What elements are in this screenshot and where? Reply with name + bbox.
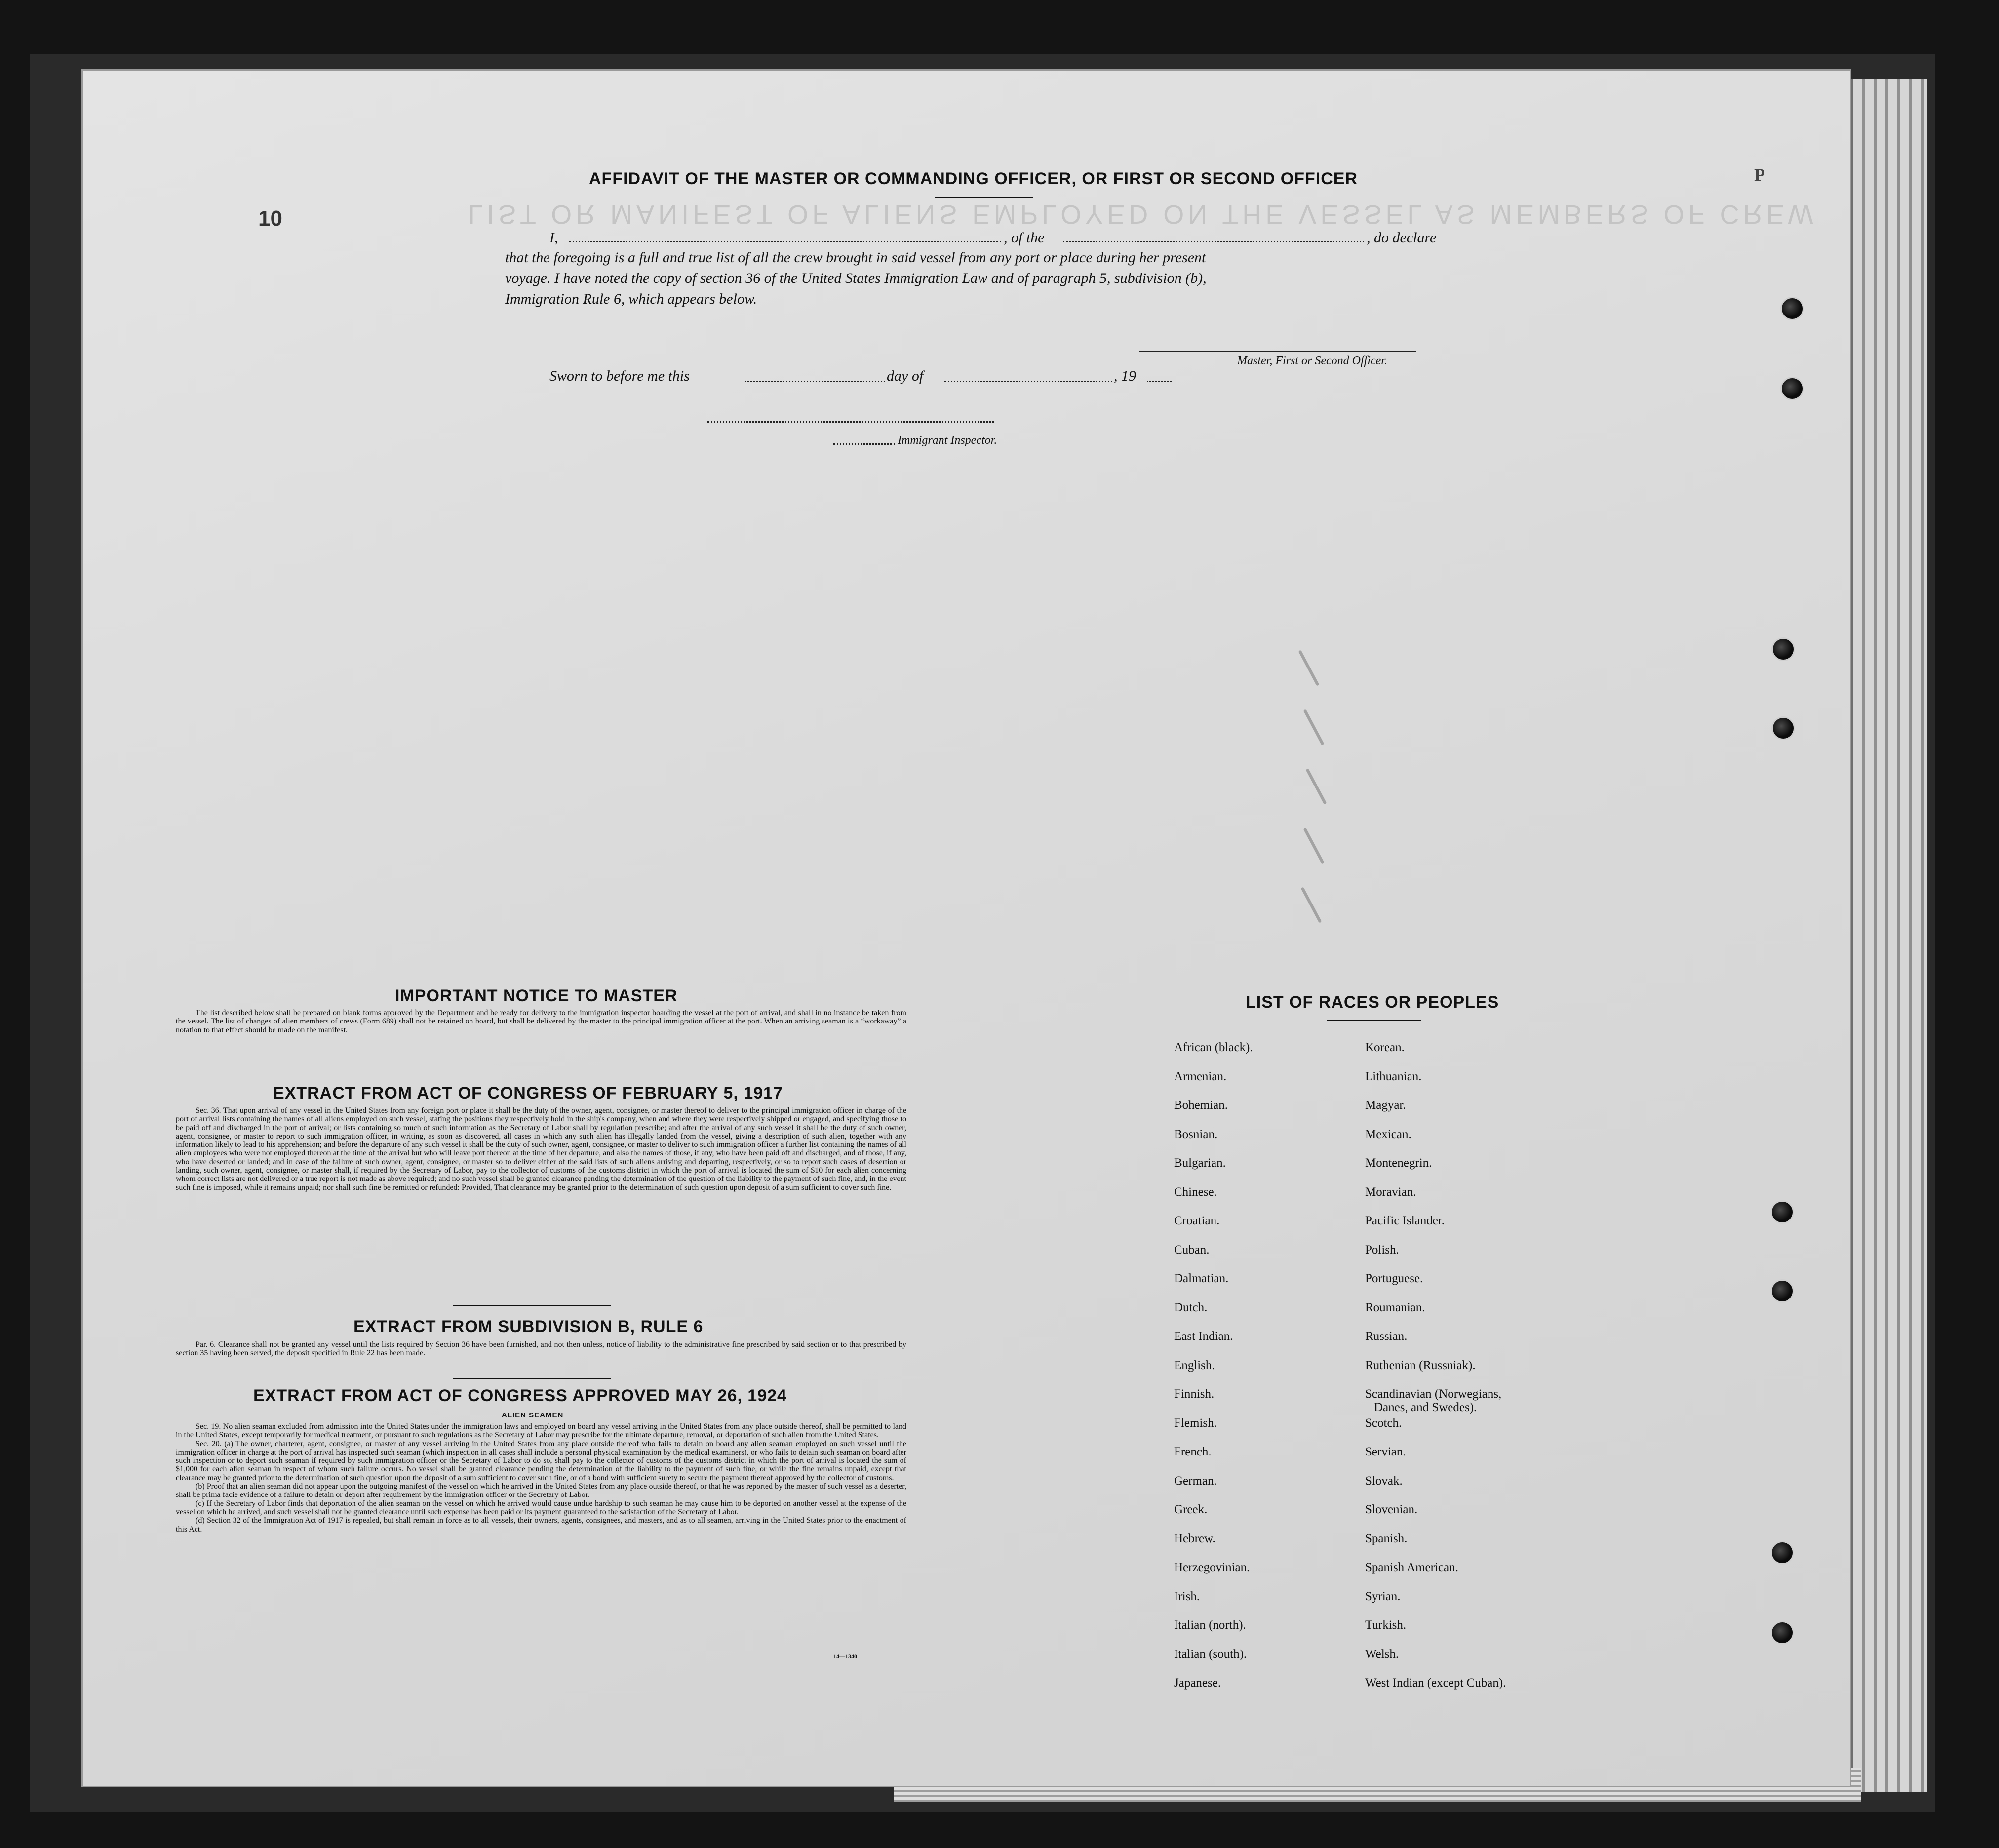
sec19-text: Sec. 19. No alien seaman excluded from admission into the United States under the immigration laws and employed on board any vessel arriving in the United States from any place outside thereof, shall be permitted to land in the United States, except temporarily for medical treatment, or pursuant to such regulations as the Secretary of Labor may prescribe for the ultimate departure, removal, or deportation of such alien from the United States. — [176, 1422, 906, 1440]
race-item: French. — [1174, 1445, 1212, 1458]
race-item: Bosnian. — [1174, 1128, 1218, 1141]
race-item-continuation: Danes, and Swedes). — [1374, 1401, 1477, 1414]
sec20a-text: Sec. 20. (a) The owner, charterer, agent, consignee, or master of any vessel arriving in the United States from any place outside thereof who fails to detain on board any alien seaman employed on such vessel until the immigration officer in charge at the port of arrival has inspected such seaman (which inspection in all cases shall include a personal physical examination by the medical examiners), or who fails to detain such seaman on board after such inspection or to deport such seaman if required by such immigration officer or the Secretary of Labor to do so, shall pay to the collector of customs of the customs district in which the port of arrival is located the sum of $1,000 for each alien seaman in respect of whom such failure occurs. No vessel shall be granted clearance pending the determination of the liability to the payment of such fine, or while the fine remains unpaid, except that clearance may be granted prior to the determination of such question upon the deposit of a sum sufficient to cover such fine, or of a bond with sufficient surety to secure the payment thereof approved by the collector of customs. — [176, 1439, 906, 1482]
affidavit-name-field[interactable] — [569, 241, 1001, 242]
race-item: Slovenian. — [1365, 1503, 1418, 1516]
race-item: Bulgarian. — [1174, 1156, 1226, 1170]
affidavit-line-3: voyage. I have noted the copy of section 36 of the United States Immigration Law and of paragraph 5, subdivision (b), — [505, 270, 1207, 286]
binder-hole — [1770, 1621, 1794, 1645]
inspector-signature-dots — [833, 443, 895, 445]
races-title-rule — [1327, 1020, 1421, 1021]
race-item: Syrian. — [1365, 1590, 1401, 1603]
race-item: Turkish. — [1365, 1618, 1407, 1632]
extract-1917-title: EXTRACT FROM ACT OF CONGRESS OF FEBRUARY 5, 1917 — [273, 1084, 783, 1102]
notice-body — [176, 1009, 906, 1034]
sworn-label: Sworn to before me this — [549, 368, 690, 384]
race-item: Russian. — [1365, 1330, 1408, 1343]
race-item: Bohemian. — [1174, 1099, 1228, 1112]
race-item: Dalmatian. — [1174, 1272, 1229, 1285]
page-mark-top-left: 10 — [258, 206, 282, 231]
ditto-stroke — [1301, 887, 1322, 923]
extract-rule6-body — [176, 1340, 906, 1358]
binder-hole — [1780, 297, 1804, 320]
race-item: Pacific Islander. — [1365, 1214, 1445, 1227]
ditto-stroke — [1303, 709, 1325, 745]
race-item: Welsh. — [1365, 1648, 1399, 1661]
sworn-month-field[interactable] — [944, 381, 1112, 382]
binder-hole — [1771, 637, 1795, 661]
race-item: Flemish. — [1174, 1416, 1217, 1430]
master-signature-label: Master, First or Second Officer. — [1237, 354, 1387, 367]
race-item: Lithuanian. — [1365, 1070, 1422, 1083]
race-item: Italian (north). — [1174, 1618, 1246, 1632]
day-of-label: day of — [887, 368, 924, 384]
race-item: Polish. — [1365, 1243, 1399, 1257]
race-item: Mexican. — [1365, 1128, 1411, 1141]
race-item: Chinese. — [1174, 1185, 1217, 1199]
affidavit-title: AFFIDAVIT OF THE MASTER OR COMMANDING OFFICER, OR FIRST OR SECOND OFFICER — [589, 169, 1358, 188]
bleed-through-text: LIST OR MANIFEST OF ALIENS EMPLOYED ON THE VESSEL AS MEMBERS OF CREW — [468, 199, 1817, 229]
race-item: Moravian. — [1365, 1185, 1416, 1199]
document-page — [81, 69, 1851, 1787]
year-label: , 19 — [1114, 368, 1136, 384]
race-item: Hebrew. — [1174, 1532, 1215, 1545]
section-divider — [453, 1305, 611, 1306]
affidavit-line-2: that the foregoing is a full and true list of all the crew brought in said vessel from any port or place during her present — [505, 249, 1206, 266]
sworn-day-field[interactable] — [745, 381, 885, 382]
race-item: Armenian. — [1174, 1070, 1227, 1083]
affidavit-vessel-field[interactable] — [1063, 241, 1364, 242]
race-item: Dutch. — [1174, 1301, 1208, 1314]
binder-hole — [1770, 1200, 1794, 1224]
affidavit-declare-label: , do declare — [1367, 230, 1437, 246]
race-item: Cuban. — [1174, 1243, 1210, 1257]
race-item: East Indian. — [1174, 1330, 1233, 1343]
sec20c-text: (c) If the Secretary of Labor finds that deportation of the alien seaman on the vessel on which he arrived would cause undue hardship to such seaman he may cause him to be deported on another vessel at the expense of the vessel on which he arrived, and such vessel shall not be granted clearance until such expense has been paid or its payment guaranteed to the satisfaction of the Secretary of Labor. — [176, 1499, 906, 1516]
race-item: Italian (south). — [1174, 1648, 1247, 1661]
notice-title: IMPORTANT NOTICE TO MASTER — [395, 986, 678, 1005]
affidavit-of-the-label: , of the — [1004, 230, 1045, 246]
notice-text: The list described below shall be prepared on blank forms approved by the Department and be ready for delivery to the immigration inspector boarding the vessel at the port of arrival, and shall in no instance be taken from the vessel. The list of changes of alien members of crews (Form 689) shall not be retained on board, but shall be delivered by the master to the principal immigration officer at the port. When an arriving seaman is a “workaway” a notation to that effect should be made on the manifest. — [176, 1009, 906, 1034]
affidavit-title-rule — [935, 197, 1033, 198]
form-number: 14—1340 — [833, 1653, 857, 1660]
race-item: Korean. — [1365, 1041, 1405, 1054]
race-item: Croatian. — [1174, 1214, 1220, 1227]
ditto-stroke — [1306, 768, 1327, 804]
race-item: Spanish American. — [1365, 1561, 1458, 1574]
extract-1924-subtitle: ALIEN SEAMEN — [502, 1411, 564, 1419]
affidavit-i-label: I, — [549, 230, 558, 246]
races-title: LIST OF RACES OR PEOPLES — [1246, 993, 1499, 1012]
master-signature-field[interactable] — [1139, 351, 1416, 352]
race-item: German. — [1174, 1474, 1217, 1488]
race-item: Montenegrin. — [1365, 1156, 1432, 1170]
extract-1917-text: Sec. 36. That upon arrival of any vessel in the United States from any foreign port or place it shall be the duty of the owner, agent, consignee, or master thereof to deliver to the principal immigration officer in charge of the port of arrival lists containing the names of all aliens employed on such vessel, stating the positions they respectively hold in the ship's company, when and where they were respectively shipped or engaged, and specifying those to be paid off and discharged in the port of arrival; or lists containing so much of such information as the Secretary of Labor shall by regulation prescribe; and after the arrival of any such vessel it shall be the duty of such owner, agent, consignee, or master to report to such immigration officer, in writing, as soon as discovered, all cases in which any such alien has illegally landed from the vessel, giving a description of such alien, together with any information likely to lead to his apprehension; and before the departure of any such vessel it shall be the duty of such owner, agent, consignee, or master to deliver to such immigration officer a further list containing the names of all alien employees who were not employed thereon at the time of the arrival but who will leave port thereon at the time of her departure, and also the names of those, if any, who have been paid off and discharged, and of those, if any, who have deserted or landed; and in case of the failure of such owner, agent, consignee, or master so to deliver either of the said lists of such aliens arriving and departing, respectively, or so to report such cases of desertion or landing, such owner, agent, consignee, or master shall, if required by the Secretary of Labor, pay to the collector of customs of the customs district in which the port of arrival is located the sum of $10 for each alien concerning whom correct lists are not delivered or a true report is not made as above required; and no such vessel shall be granted clearance pending the determination of the question of the liability to the payment of such fine, and, in the event such fine is imposed, while it remains unpaid; nor shall such fine be remitted or refunded: Provided, That clearance may be granted prior to the determination of such question upon deposit of a sum sufficient to cover such fine. — [176, 1106, 906, 1192]
race-item: Herzegovinian. — [1174, 1561, 1250, 1574]
binder-hole — [1770, 1541, 1794, 1565]
race-item: Japanese. — [1174, 1676, 1221, 1690]
page-mark-top-right: P — [1754, 165, 1765, 185]
sec20b-text: (b) Proof that an alien seaman did not appear upon the outgoing manifest of the vessel on which he arrived in the United States from any place outside thereof, or that he was reported by the master of such vessel as a deserter, shall be prima facie evidence of a failure to detain or deport after requirement by the immigration officer or the Secretary of Labor. — [176, 1482, 906, 1499]
extract-1924-body — [176, 1422, 906, 1533]
race-item: Magyar. — [1365, 1099, 1406, 1112]
race-item: Scandinavian (Norwegians, — [1365, 1387, 1502, 1401]
race-item: Servian. — [1365, 1445, 1406, 1458]
race-item: Finnish. — [1174, 1387, 1215, 1401]
race-item: West Indian (except Cuban). — [1365, 1676, 1506, 1690]
extract-1917-body — [176, 1106, 906, 1192]
page-edges-right — [1849, 79, 1927, 1792]
sec20d-text: (d) Section 32 of the Immigration Act of 1917 is repealed, but shall remain in force as to all vessels, their owners, agents, consignees, and masters, and as to all seamen, arriving in the United States prior to the enactment of this Act. — [176, 1516, 906, 1533]
ditto-stroke — [1303, 827, 1325, 864]
inspector-signature-field[interactable] — [707, 421, 994, 423]
race-item: African (black). — [1174, 1041, 1253, 1054]
extract-rule6-title: EXTRACT FROM SUBDIVISION B, RULE 6 — [353, 1317, 704, 1336]
ditto-stroke — [1298, 650, 1320, 686]
race-item: Slovak. — [1365, 1474, 1403, 1488]
race-item: English. — [1174, 1359, 1215, 1372]
affidavit-line-4: Immigration Rule 6, which appears below. — [505, 291, 757, 307]
race-item: Spanish. — [1365, 1532, 1408, 1545]
race-item: Greek. — [1174, 1503, 1208, 1516]
race-item: Portuguese. — [1365, 1272, 1423, 1285]
race-item: Irish. — [1174, 1590, 1200, 1603]
race-item: Roumanian. — [1365, 1301, 1425, 1314]
section-divider — [453, 1378, 611, 1379]
extract-rule6-text: Par. 6. Clearance shall not be granted any vessel until the lists required by Section 36 have been furnished, and not then unless, notice of liability to the administrative fine prescribed by said section or to that prescribed by section 35 having been served, the deposit specified in Rule 22 has been made. — [176, 1340, 906, 1358]
race-item: Scotch. — [1365, 1416, 1402, 1430]
sworn-year-field[interactable] — [1147, 381, 1172, 382]
race-item: Ruthenian (Russniak). — [1365, 1359, 1476, 1372]
binder-hole — [1771, 716, 1795, 740]
binder-hole — [1780, 377, 1804, 400]
binder-hole — [1770, 1279, 1794, 1303]
extract-1924-title: EXTRACT FROM ACT OF CONGRESS APPROVED MAY 26, 1924 — [253, 1386, 787, 1405]
inspector-label: Immigrant Inspector. — [898, 434, 997, 447]
